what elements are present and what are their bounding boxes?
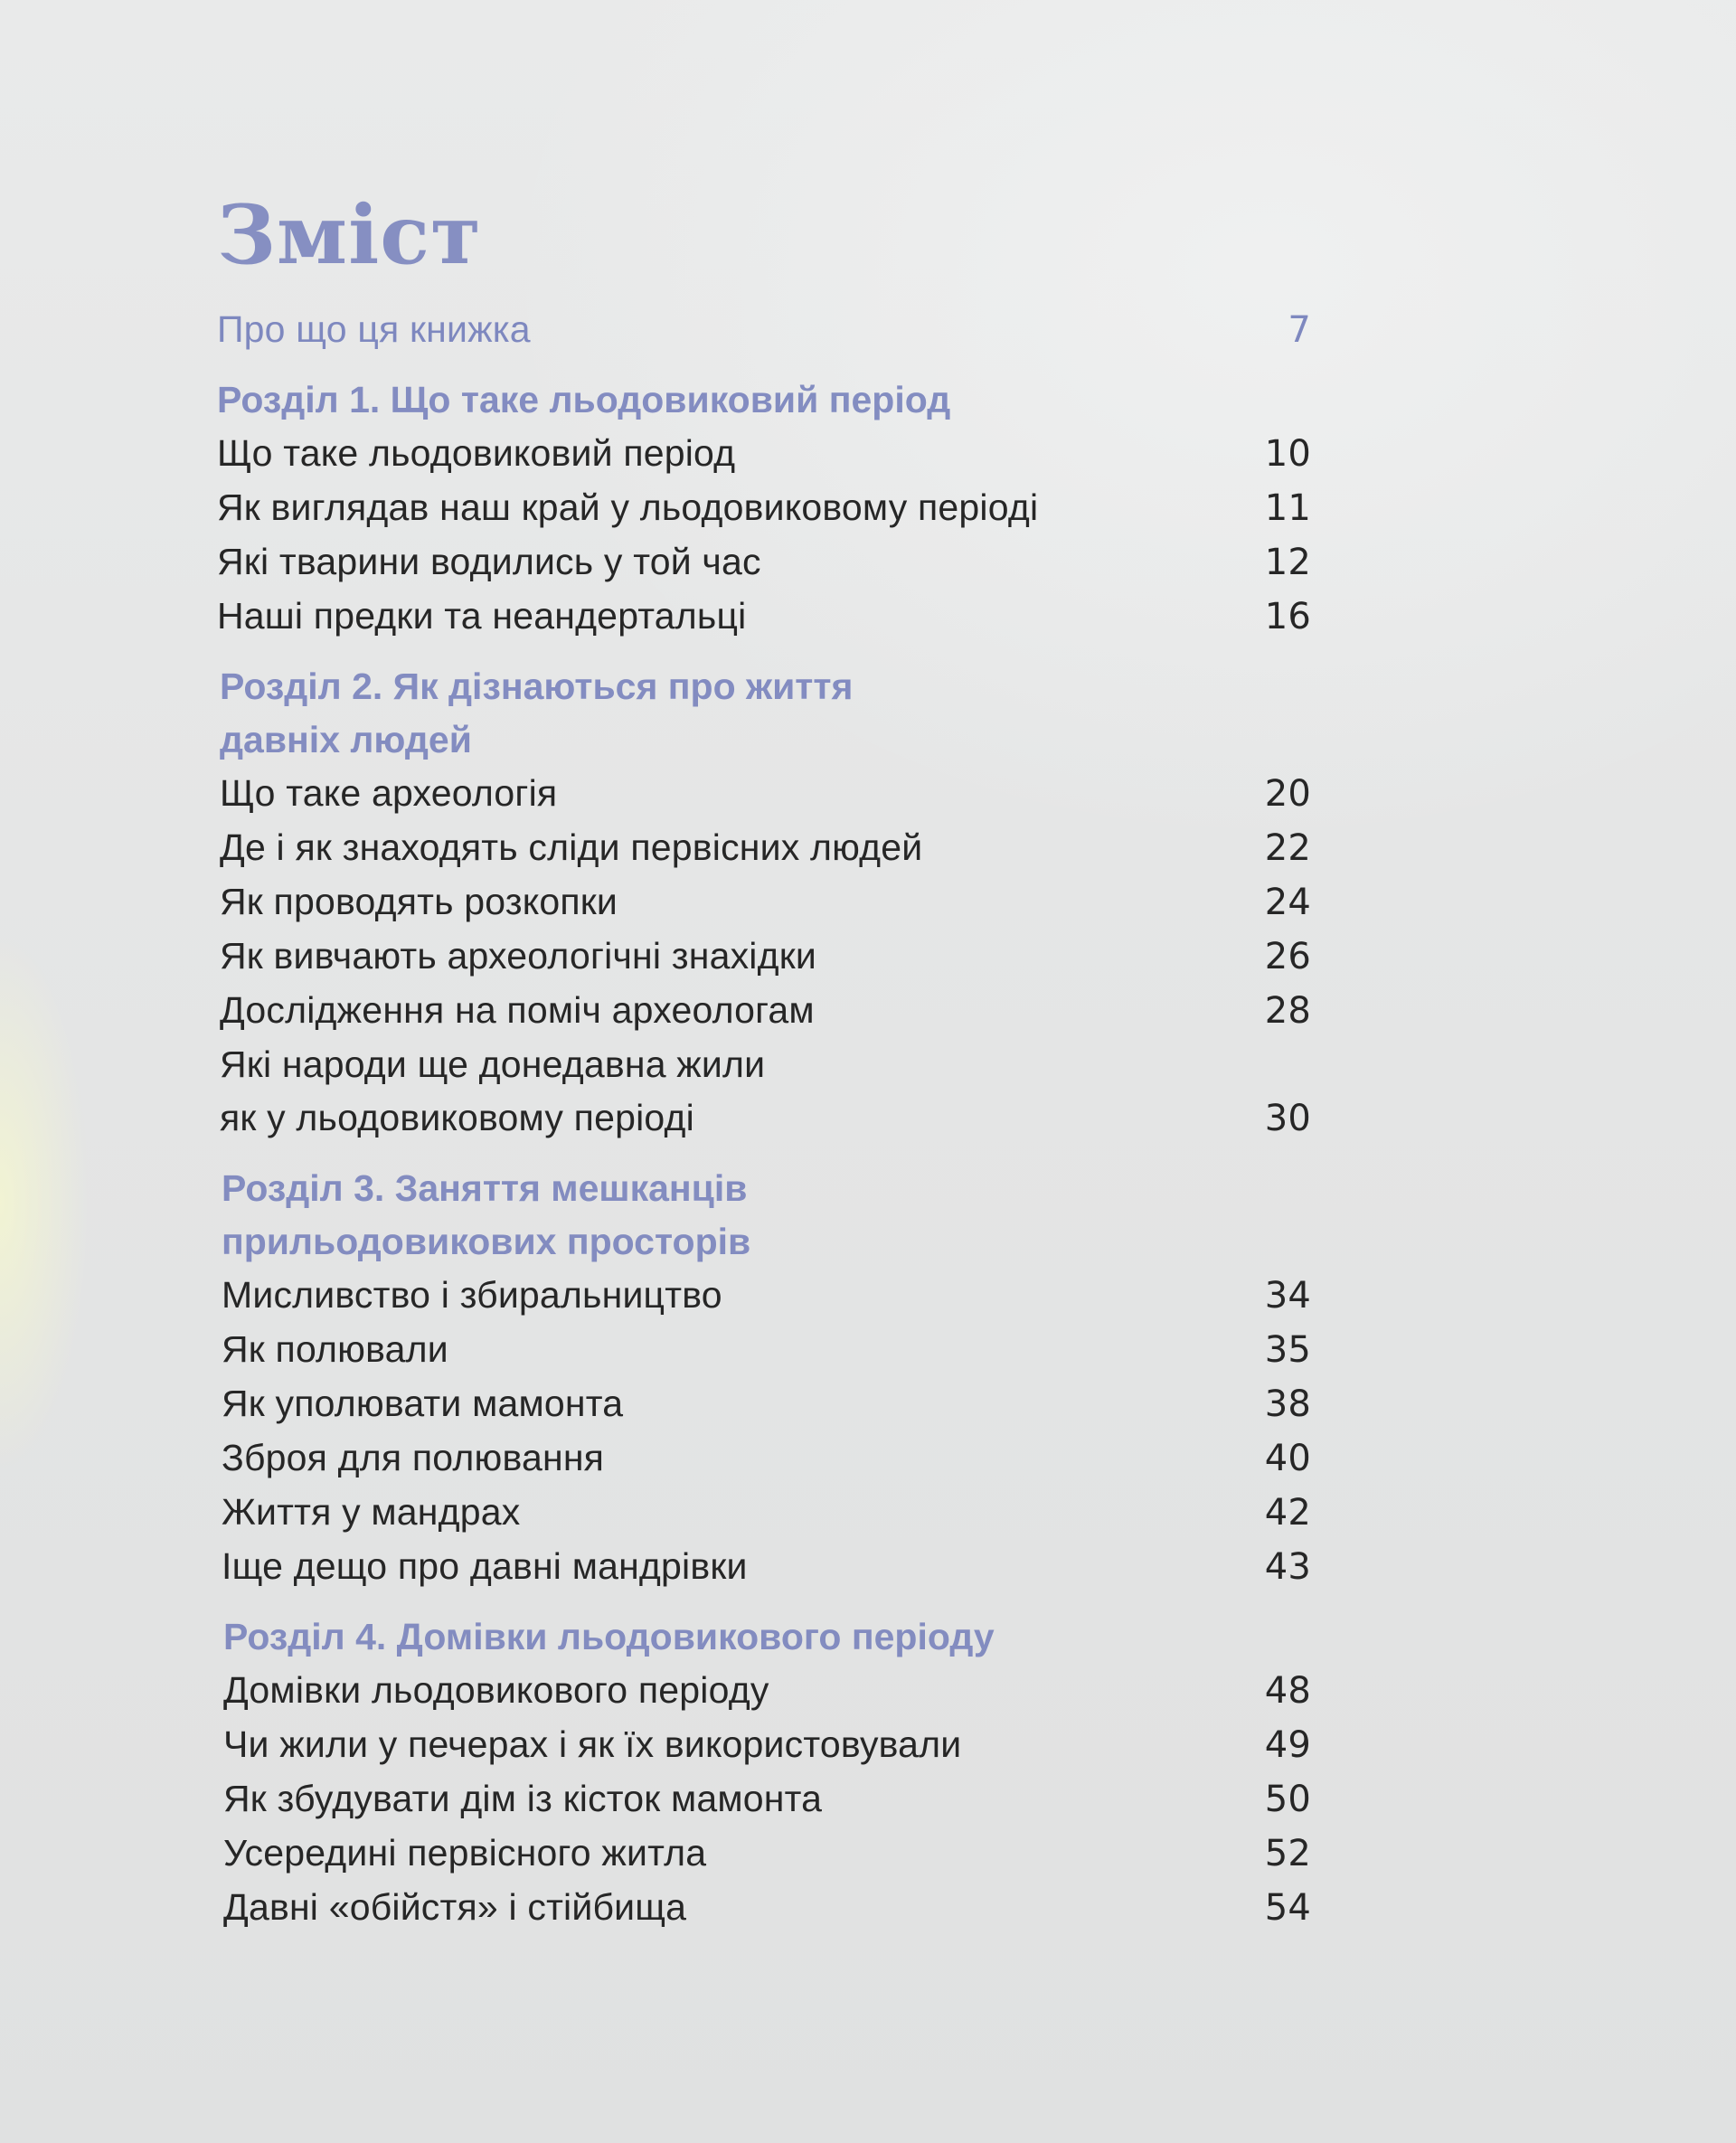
toc-section-2 [217,660,1311,1146]
toc-entry-label: Як полювали [222,1328,448,1370]
toc-page-number: 10 [1264,433,1311,475]
toc-page-number: 24 [1264,882,1311,923]
toc-page-number: 35 [1264,1329,1311,1371]
toc-entry[interactable] [220,875,1311,930]
toc-page-number: 50 [1264,1779,1311,1820]
toc-page-number: 22 [1264,827,1311,869]
toc-entry[interactable] [223,1718,1311,1772]
toc-section-1 [217,373,1311,644]
toc-entry-label: Як проводять розкопки [220,881,618,922]
toc-entry[interactable] [222,1269,1311,1323]
toc-section-4 [217,1610,1311,1935]
toc-page-number: 52 [1264,1833,1311,1874]
toc-entry-intro[interactable] [217,303,1311,357]
toc-entry-label: Усередині первісного житла [223,1832,707,1874]
toc-entry[interactable] [223,1664,1311,1718]
toc-entry[interactable] [217,590,1311,644]
toc-page-number: 26 [1264,936,1311,977]
toc-page-number: 49 [1264,1724,1311,1766]
toc-page-number: 12 [1264,542,1311,583]
toc-entry-label: Життя у мандрах [222,1491,521,1533]
section-heading-line: давніх людей [220,719,472,760]
section-heading-line: Розділ 2. Як дізнаються про життя [220,666,854,707]
toc-page-number: 34 [1264,1275,1311,1317]
toc-entry-label: Які тварини водились у той час [217,541,761,582]
toc-page-number: 48 [1264,1670,1311,1712]
toc-entry-label-line: Які народи ще донедавна жили [220,1043,766,1085]
toc-section-3 [217,1162,1311,1594]
toc-entry-label: Що таке археологія [220,772,558,814]
toc-entry[interactable] [220,767,1311,821]
toc-entry-label: Дослідження на поміч археологам [220,989,815,1031]
toc-entry[interactable] [217,481,1311,535]
toc-entry-label: Давні «обійстя» і стійбища [223,1886,687,1928]
toc-entry[interactable] [223,1772,1311,1827]
toc-entry-label: Іще дещо про давні мандрівки [222,1545,748,1587]
toc-page-number: 42 [1264,1492,1311,1534]
toc-entry-label: Наші предки та неандертальці [217,595,747,637]
toc-page-number: 20 [1264,773,1311,815]
toc-entry[interactable] [222,1540,1311,1594]
toc-entry-label: Як збудувати дім із кісток мамонта [223,1778,823,1819]
section-heading-line: прильодовикових просторів [222,1221,751,1262]
toc-entry-label: Де і як знаходять сліди первісних людей [220,826,923,868]
toc-entry-label: Мисливство і збиральництво [222,1274,722,1316]
toc-entry[interactable] [223,1881,1311,1935]
toc-entry[interactable] [222,1377,1311,1431]
toc-entry[interactable] [217,427,1311,481]
toc-entry[interactable] [223,1827,1311,1881]
toc-page-number: 7 [1288,309,1311,351]
table-of-contents [217,185,1311,1951]
toc-page-number: 43 [1264,1546,1311,1588]
toc-entry[interactable] [220,930,1311,984]
toc-page-number: 54 [1264,1887,1311,1929]
toc-page-number: 28 [1264,990,1311,1032]
toc-entry-label: Що таке льодовиковий період [217,432,736,474]
toc-entry[interactable] [222,1323,1311,1377]
toc-entry[interactable] [217,535,1311,590]
section-heading: Розділ 4. Домівки льодовикового періоду [223,1616,995,1657]
toc-page-number: 40 [1264,1438,1311,1479]
toc-entry-label: Про що ця книжка [217,308,531,350]
toc-entry-label: Як вивчають археологічні знахідки [220,935,816,977]
toc-page-number: 30 [1264,1098,1311,1139]
page-title: Зміст [217,187,482,283]
toc-page-number: 11 [1264,487,1311,529]
toc-entry-label: Як виглядав наш край у льодовиковому періоді [217,486,1039,528]
toc-entry[interactable] [222,1486,1311,1540]
toc-entry-multiline-first[interactable] [220,1038,1311,1091]
toc-entry[interactable] [220,984,1311,1038]
toc-page-number: 16 [1264,596,1311,637]
toc-entry-label: Чи жили у печерах і як їх використовували [223,1723,962,1765]
toc-entry-multiline-last[interactable] [220,1091,1311,1146]
toc-entry[interactable] [222,1431,1311,1486]
section-heading-line: Розділ 3. Заняття мешканців [222,1167,748,1209]
toc-entry-label-line: як у льодовиковому періоді [220,1097,694,1138]
toc-entry[interactable] [220,821,1311,875]
toc-entry-label: Домівки льодовикового періоду [223,1669,769,1711]
section-heading: Розділ 1. Що таке льодовиковий період [217,379,951,420]
toc-entry-label: Зброя для полювання [222,1437,605,1478]
toc-page-number: 38 [1264,1383,1311,1425]
toc-entry-label: Як уполювати мамонта [222,1383,624,1424]
